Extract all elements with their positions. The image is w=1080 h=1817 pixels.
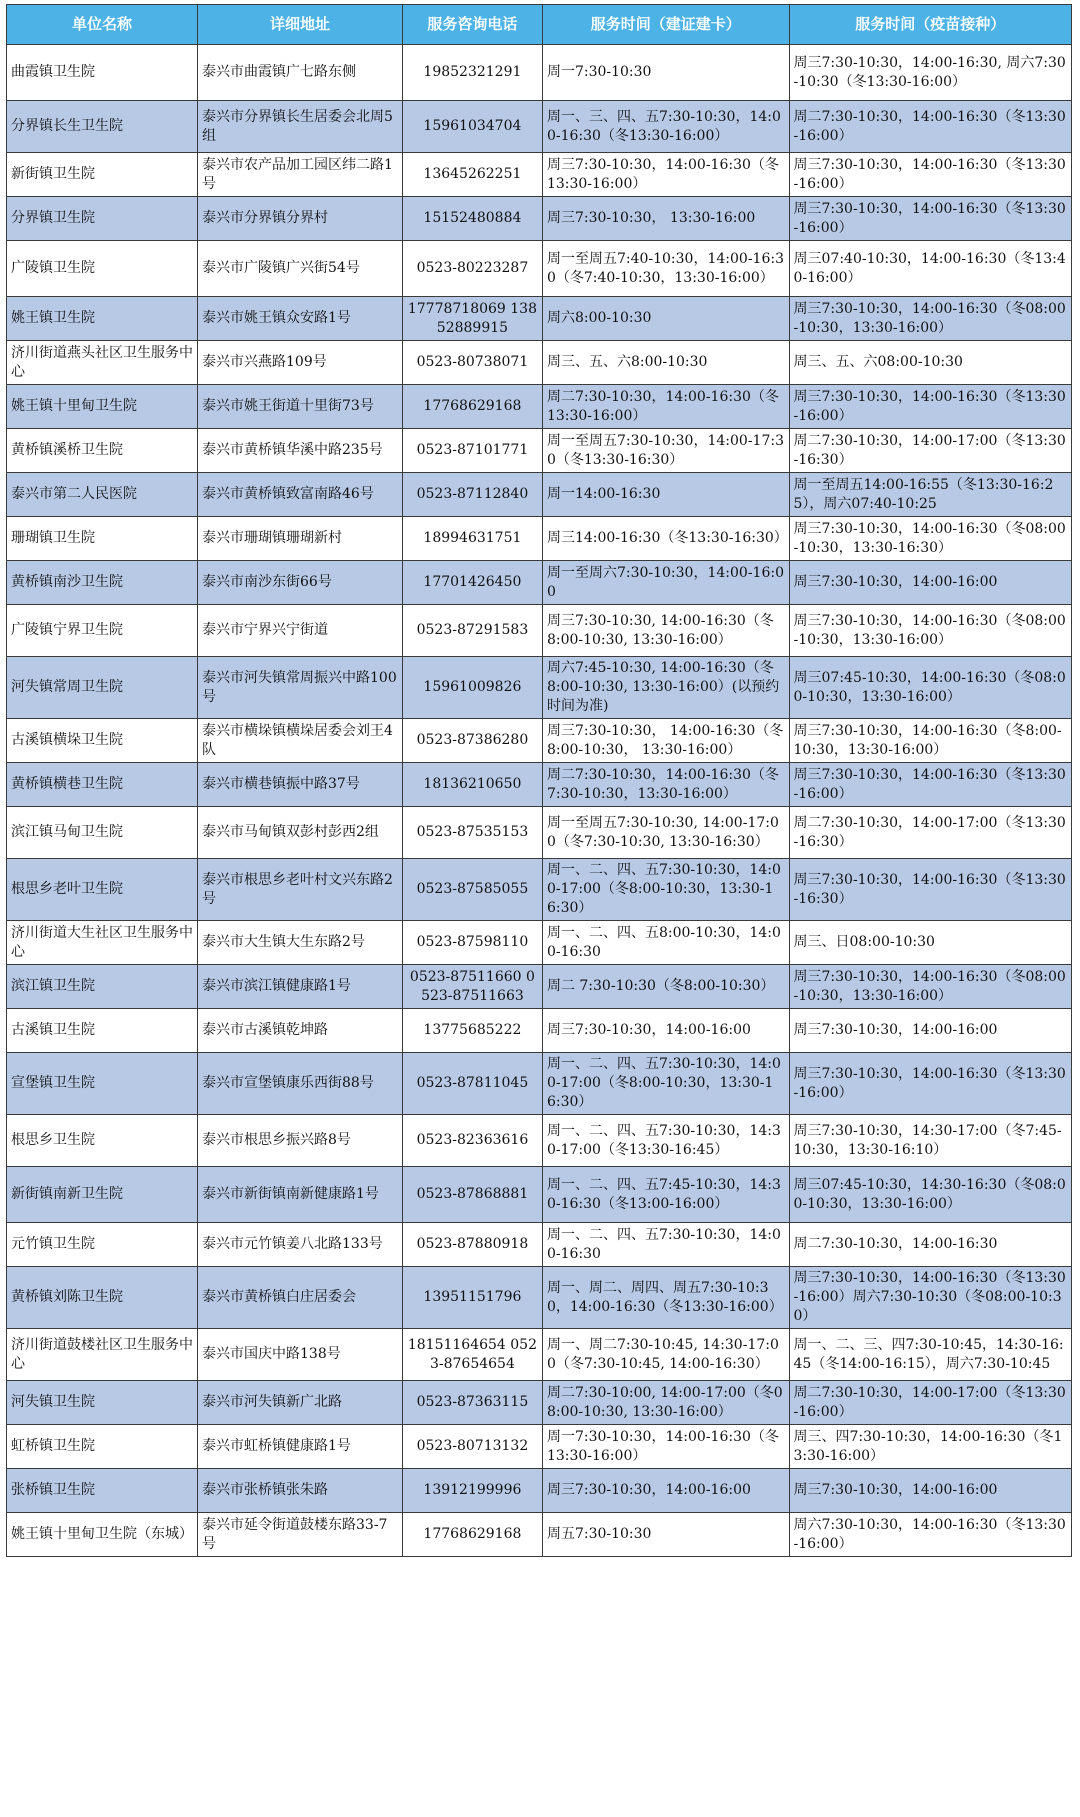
table-row <box>7 1381 1072 1425</box>
unit-name-cell: 古溪镇横垛卫生院 <box>7 719 198 763</box>
unit-name-cell: 姚王镇十里甸卫生院 <box>7 385 198 429</box>
registration-hours-cell: 周一、三、四、五7:30-10:30，14:00-16:30（冬13:30-16:00） <box>542 101 789 153</box>
table-row <box>7 1223 1072 1267</box>
vaccination-hours-cell: 周三7:30-10:30，14:00-16:30（冬13:30-16:00） <box>789 1053 1071 1115</box>
phone-cell: 17768629168 <box>402 1513 542 1557</box>
vaccination-hours-cell: 周六7:30-10:30，14:00-16:30（冬13:30-16:00） <box>789 1513 1071 1557</box>
vaccination-hours-cell: 周三、五、六08:00-10:30 <box>789 341 1071 385</box>
phone-cell: 0523-87112840 <box>402 473 542 517</box>
table-row <box>7 561 1072 605</box>
vaccination-service-table <box>6 4 1072 1557</box>
unit-name-cell: 泰兴市第二人民医院 <box>7 473 198 517</box>
vaccination-service-table-container <box>6 4 1072 1557</box>
address-cell: 泰兴市兴燕路109号 <box>198 341 403 385</box>
unit-name-cell: 广陵镇宁界卫生院 <box>7 605 198 657</box>
phone-cell: 0523-87585055 <box>402 859 542 921</box>
table-row <box>7 1009 1072 1053</box>
registration-hours-cell: 周一、周二、周四、周五7:30-10:30，14:00-16:30（冬13:30-16:00） <box>542 1267 789 1329</box>
phone-cell: 0523-80713132 <box>402 1425 542 1469</box>
phone-cell: 13645262251 <box>402 153 542 197</box>
unit-name-cell: 姚王镇十里甸卫生院（东城） <box>7 1513 198 1557</box>
vaccination-hours-cell: 周二7:30-10:30，14:00-17:00（冬13:30-16:30） <box>789 429 1071 473</box>
registration-hours-cell: 周三7:30-10:30，14:00-16:00 <box>542 1469 789 1513</box>
phone-cell: 0523-87386280 <box>402 719 542 763</box>
vaccination-hours-cell: 周二7:30-10:30，14:00-16:30 <box>789 1223 1071 1267</box>
unit-name-cell: 广陵镇卫生院 <box>7 241 198 297</box>
address-cell: 泰兴市分界镇长生居委会北周5组 <box>198 101 403 153</box>
address-cell: 泰兴市姚王街道十里街73号 <box>198 385 403 429</box>
unit-name-cell: 滨江镇马甸卫生院 <box>7 807 198 859</box>
vaccination-hours-cell: 周三7:30-10:30，14:00-16:30（冬08:00-10:30，13:30-16:00） <box>789 605 1071 657</box>
registration-hours-cell: 周一至周六7:30-10:30，14:00-16:00 <box>542 561 789 605</box>
vaccination-hours-cell: 周三7:30-10:30，14:00-16:30（冬13:30-16:00） <box>789 763 1071 807</box>
table-row <box>7 657 1072 719</box>
unit-name-cell: 姚王镇卫生院 <box>7 297 198 341</box>
phone-cell: 15961009826 <box>402 657 542 719</box>
address-cell: 泰兴市元竹镇姜八北路133号 <box>198 1223 403 1267</box>
phone-cell: 0523-87535153 <box>402 807 542 859</box>
registration-hours-cell: 周三7:30-10:30，14:00-16:30（冬13:30-16:00） <box>542 153 789 197</box>
vaccination-hours-cell: 周二7:30-10:30，14:00-17:00（冬13:30-16:30） <box>789 807 1071 859</box>
registration-hours-cell: 周一7:30-10:30，14:00-16:30（冬13:30-16:00） <box>542 1425 789 1469</box>
vaccination-hours-cell: 周三07:45-10:30，14:30-16:30（冬08:00-10:30，13:30-16:00） <box>789 1167 1071 1223</box>
address-cell: 泰兴市黄桥镇华溪中路235号 <box>198 429 403 473</box>
header-vaccination-hours: 服务时间（疫苗接种） <box>789 5 1071 45</box>
header-address: 详细地址 <box>198 5 403 45</box>
table-row <box>7 341 1072 385</box>
address-cell: 泰兴市古溪镇乾坤路 <box>198 1009 403 1053</box>
vaccination-hours-cell: 周三7:30-10:30，14:00-16:00 <box>789 1469 1071 1513</box>
registration-hours-cell: 周一、周二7:30-10:45, 14:30-17:00（冬7:30-10:45, 14:00-16:30） <box>542 1329 789 1381</box>
registration-hours-cell: 周一、二、四、五7:30-10:30，14:30-17:00（冬13:30-16:45） <box>542 1115 789 1167</box>
unit-name-cell: 新街镇卫生院 <box>7 153 198 197</box>
registration-hours-cell: 周三7:30-10:30, 14:00-16:30（冬8:00-10:30, 13:30-16:00） <box>542 605 789 657</box>
registration-hours-cell: 周二7:30-10:00, 14:00-17:00（冬08:00-10:30, 13:30-16:00） <box>542 1381 789 1425</box>
table-row <box>7 517 1072 561</box>
vaccination-hours-cell: 周三7:30-10:30，14:00-16:00 <box>789 1009 1071 1053</box>
unit-name-cell: 根思乡老叶卫生院 <box>7 859 198 921</box>
address-cell: 泰兴市滨江镇健康路1号 <box>198 965 403 1009</box>
vaccination-hours-cell: 周三7:30-10:30，14:00-16:30（冬08:00-10:30，13:30-16:30） <box>789 517 1071 561</box>
vaccination-hours-cell: 周二7:30-10:30，14:00-17:00（冬13:30-16:00） <box>789 1381 1071 1425</box>
unit-name-cell: 曲霞镇卫生院 <box>7 45 198 101</box>
table-row <box>7 859 1072 921</box>
phone-cell: 17778718069 13852889915 <box>402 297 542 341</box>
address-cell: 泰兴市横巷镇振中路37号 <box>198 763 403 807</box>
table-row <box>7 807 1072 859</box>
table-row <box>7 1425 1072 1469</box>
unit-name-cell: 黄桥镇刘陈卫生院 <box>7 1267 198 1329</box>
address-cell: 泰兴市黄桥镇白庄居委会 <box>198 1267 403 1329</box>
phone-cell: 18136210650 <box>402 763 542 807</box>
registration-hours-cell: 周一7:30-10:30 <box>542 45 789 101</box>
vaccination-hours-cell: 周一、二、三、四7:30-10:45，14:30-16:45（冬14:00-16:15），周六7:30-10:45 <box>789 1329 1071 1381</box>
address-cell: 泰兴市河失镇新广北路 <box>198 1381 403 1425</box>
vaccination-hours-cell: 周三07:40-10:30，14:00-16:30（冬13:40-16:00） <box>789 241 1071 297</box>
vaccination-hours-cell: 周三7:30-10:30，14:00-16:30（冬13:30-16:00） <box>789 197 1071 241</box>
address-cell: 泰兴市姚王镇众安路1号 <box>198 297 403 341</box>
registration-hours-cell: 周一、二、四、五7:45-10:30，14:30-16:30（冬13:00-16:00） <box>542 1167 789 1223</box>
unit-name-cell: 分界镇卫生院 <box>7 197 198 241</box>
phone-cell: 0523-87363115 <box>402 1381 542 1425</box>
vaccination-hours-cell: 周三、四7:30-10:30，14:00-16:30（冬13:30-16:00） <box>789 1425 1071 1469</box>
phone-cell: 0523-80223287 <box>402 241 542 297</box>
table-row <box>7 1115 1072 1167</box>
vaccination-hours-cell: 周三7:30-10:30，14:00-16:30（冬08:00-10:30，13:30-16:00） <box>789 965 1071 1009</box>
phone-cell: 18994631751 <box>402 517 542 561</box>
header-phone: 服务咨询电话 <box>402 5 542 45</box>
table-row <box>7 101 1072 153</box>
phone-cell: 18151164654 0523-87654654 <box>402 1329 542 1381</box>
phone-cell: 17701426450 <box>402 561 542 605</box>
address-cell: 泰兴市宣堡镇康乐西街88号 <box>198 1053 403 1115</box>
vaccination-hours-cell: 周三7:30-10:30，14:30-17:00（冬7:45-10:30，13:30-16:10） <box>789 1115 1071 1167</box>
unit-name-cell: 河失镇卫生院 <box>7 1381 198 1425</box>
address-cell: 泰兴市分界镇分界村 <box>198 197 403 241</box>
registration-hours-cell: 周二 7:30-10:30（冬8:00-10:30） <box>542 965 789 1009</box>
unit-name-cell: 济川街道鼓楼社区卫生服务中心 <box>7 1329 198 1381</box>
phone-cell: 13775685222 <box>402 1009 542 1053</box>
address-cell: 泰兴市河失镇常周振兴中路100号 <box>198 657 403 719</box>
phone-cell: 0523-80738071 <box>402 341 542 385</box>
phone-cell: 0523-87811045 <box>402 1053 542 1115</box>
vaccination-hours-cell: 周三07:45-10:30，14:00-16:30（冬08:00-10:30，13:30-16:00） <box>789 657 1071 719</box>
table-row <box>7 1167 1072 1223</box>
unit-name-cell: 黄桥镇溪桥卫生院 <box>7 429 198 473</box>
unit-name-cell: 根思乡卫生院 <box>7 1115 198 1167</box>
vaccination-hours-cell: 周三7:30-10:30，14:00-16:30（冬8:00-10:30，13:30-16:00） <box>789 719 1071 763</box>
phone-cell: 19852321291 <box>402 45 542 101</box>
phone-cell: 0523-82363616 <box>402 1115 542 1167</box>
address-cell: 泰兴市广陵镇广兴街54号 <box>198 241 403 297</box>
table-row <box>7 965 1072 1009</box>
registration-hours-cell: 周三7:30-10:30， 14:00-16:30（冬8:00-10:30， 13:30-16:00） <box>542 719 789 763</box>
vaccination-hours-cell: 周三7:30-10:30，14:00-16:30（冬13:30-16:00） <box>789 385 1071 429</box>
address-cell: 泰兴市根思乡振兴路8号 <box>198 1115 403 1167</box>
address-cell: 泰兴市宁界兴宁街道 <box>198 605 403 657</box>
phone-cell: 0523-87598110 <box>402 921 542 965</box>
table-row <box>7 1267 1072 1329</box>
table-row <box>7 1469 1072 1513</box>
vaccination-hours-cell: 周一至周五14:00-16:55（冬13:30-16:25），周六07:40-10:25 <box>789 473 1071 517</box>
table-body <box>7 45 1072 1557</box>
vaccination-hours-cell: 周三7:30-10:30，14:00-16:30（冬08:00-10:30，13:30-16:00） <box>789 297 1071 341</box>
address-cell: 泰兴市延令街道鼓楼东路33-7号 <box>198 1513 403 1557</box>
phone-cell: 0523-87511660 0523-87511663 <box>402 965 542 1009</box>
table-row <box>7 385 1072 429</box>
phone-cell: 0523-87880918 <box>402 1223 542 1267</box>
unit-name-cell: 宣堡镇卫生院 <box>7 1053 198 1115</box>
address-cell: 泰兴市农产品加工园区纬二路1号 <box>198 153 403 197</box>
registration-hours-cell: 周一至周五7:30-10:30, 14:00-17:00（冬7:30-10:30, 13:30-16:30） <box>542 807 789 859</box>
table-row <box>7 921 1072 965</box>
phone-cell: 15961034704 <box>402 101 542 153</box>
unit-name-cell: 虹桥镇卫生院 <box>7 1425 198 1469</box>
unit-name-cell: 张桥镇卫生院 <box>7 1469 198 1513</box>
table-row <box>7 45 1072 101</box>
unit-name-cell: 济川街道燕头社区卫生服务中心 <box>7 341 198 385</box>
table-row <box>7 197 1072 241</box>
unit-name-cell: 元竹镇卫生院 <box>7 1223 198 1267</box>
phone-cell: 0523-87291583 <box>402 605 542 657</box>
registration-hours-cell: 周六7:45-10:30, 14:00-16:30（冬8:00-10:30, 13:30-16:00）(以预约时间为准) <box>542 657 789 719</box>
unit-name-cell: 珊瑚镇卫生院 <box>7 517 198 561</box>
vaccination-hours-cell: 周三、日08:00-10:30 <box>789 921 1071 965</box>
address-cell: 泰兴市国庆中路138号 <box>198 1329 403 1381</box>
unit-name-cell: 济川街道大生社区卫生服务中心 <box>7 921 198 965</box>
table-row <box>7 1053 1072 1115</box>
phone-cell: 0523-87101771 <box>402 429 542 473</box>
registration-hours-cell: 周五7:30-10:30 <box>542 1513 789 1557</box>
address-cell: 泰兴市珊瑚镇珊瑚新村 <box>198 517 403 561</box>
registration-hours-cell: 周一、二、四、五8:00-10:30，14:00-16:30 <box>542 921 789 965</box>
address-cell: 泰兴市马甸镇双彭村彭西2组 <box>198 807 403 859</box>
registration-hours-cell: 周一、二、四、五7:30-10:30，14:00-16:30 <box>542 1223 789 1267</box>
table-row <box>7 605 1072 657</box>
address-cell: 泰兴市黄桥镇致富南路46号 <box>198 473 403 517</box>
address-cell: 泰兴市根思乡老叶村文兴东路2号 <box>198 859 403 921</box>
unit-name-cell: 古溪镇卫生院 <box>7 1009 198 1053</box>
registration-hours-cell: 周一至周五7:40-10:30，14:00-16:30（冬7:40-10:30，13:30-16:00） <box>542 241 789 297</box>
unit-name-cell: 河失镇常周卫生院 <box>7 657 198 719</box>
phone-cell: 17768629168 <box>402 385 542 429</box>
table-row <box>7 429 1072 473</box>
phone-cell: 13912199996 <box>402 1469 542 1513</box>
header-registration-hours: 服务时间（建证建卡） <box>542 5 789 45</box>
registration-hours-cell: 周二7:30-10:30，14:00-16:30（冬7:30-10:30，13:30-16:00） <box>542 763 789 807</box>
address-cell: 泰兴市虹桥镇健康路1号 <box>198 1425 403 1469</box>
table-row <box>7 1329 1072 1381</box>
registration-hours-cell: 周一14:00-16:30 <box>542 473 789 517</box>
table-row <box>7 763 1072 807</box>
address-cell: 泰兴市横垛镇横垛居委会刘王4队 <box>198 719 403 763</box>
table-row <box>7 719 1072 763</box>
vaccination-hours-cell: 周三7:30-10:30，14:00-16:30（冬13:30-16:00） <box>789 153 1071 197</box>
table-row <box>7 241 1072 297</box>
unit-name-cell: 分界镇长生卫生院 <box>7 101 198 153</box>
vaccination-hours-cell: 周三7:30-10:30，14:00-16:30（冬13:30-16:30） <box>789 859 1071 921</box>
phone-cell: 0523-87868881 <box>402 1167 542 1223</box>
vaccination-hours-cell: 周三7:30-10:30，14:00-16:00 <box>789 561 1071 605</box>
unit-name-cell: 黄桥镇南沙卫生院 <box>7 561 198 605</box>
registration-hours-cell: 周三、五、六8:00-10:30 <box>542 341 789 385</box>
table-header-row <box>7 5 1072 45</box>
address-cell: 泰兴市新街镇南新健康路1号 <box>198 1167 403 1223</box>
phone-cell: 15152480884 <box>402 197 542 241</box>
unit-name-cell: 滨江镇卫生院 <box>7 965 198 1009</box>
vaccination-hours-cell: 周三7:30-10:30，14:00-16:30（冬13:30-16:00）周六7:30-10:30（冬08:00-10:30） <box>789 1267 1071 1329</box>
address-cell: 泰兴市张桥镇张朱路 <box>198 1469 403 1513</box>
address-cell: 泰兴市大生镇大生东路2号 <box>198 921 403 965</box>
table-row <box>7 473 1072 517</box>
address-cell: 泰兴市南沙东街66号 <box>198 561 403 605</box>
registration-hours-cell: 周一至周五7:30-10:30，14:00-17:30（冬13:30-16:30） <box>542 429 789 473</box>
table-row <box>7 1513 1072 1557</box>
table-row <box>7 153 1072 197</box>
address-cell: 泰兴市曲霞镇广七路东侧 <box>198 45 403 101</box>
phone-cell: 13951151796 <box>402 1267 542 1329</box>
registration-hours-cell: 周六8:00-10:30 <box>542 297 789 341</box>
registration-hours-cell: 周一、二、四、五7:30-10:30，14:00-17:00（冬8:00-10:30，13:30-16:30） <box>542 1053 789 1115</box>
registration-hours-cell: 周三14:00-16:30（冬13:30-16:30） <box>542 517 789 561</box>
vaccination-hours-cell: 周三7:30-10:30，14:00-16:30, 周六7:30-10:30（冬13:30-16:00） <box>789 45 1071 101</box>
registration-hours-cell: 周二7:30-10:30，14:00-16:30（冬13:30-16:00） <box>542 385 789 429</box>
table-row <box>7 297 1072 341</box>
registration-hours-cell: 周一、二、四、五7:30-10:30，14:00-17:00（冬8:00-10:30，13:30-16:30） <box>542 859 789 921</box>
registration-hours-cell: 周三7:30-10:30，14:00-16:00 <box>542 1009 789 1053</box>
registration-hours-cell: 周三7:30-10:30， 13:30-16:00 <box>542 197 789 241</box>
unit-name-cell: 黄桥镇横巷卫生院 <box>7 763 198 807</box>
vaccination-hours-cell: 周二7:30-10:30，14:00-16:30（冬13:30-16:00） <box>789 101 1071 153</box>
header-unit-name: 单位名称 <box>7 5 198 45</box>
unit-name-cell: 新街镇南新卫生院 <box>7 1167 198 1223</box>
